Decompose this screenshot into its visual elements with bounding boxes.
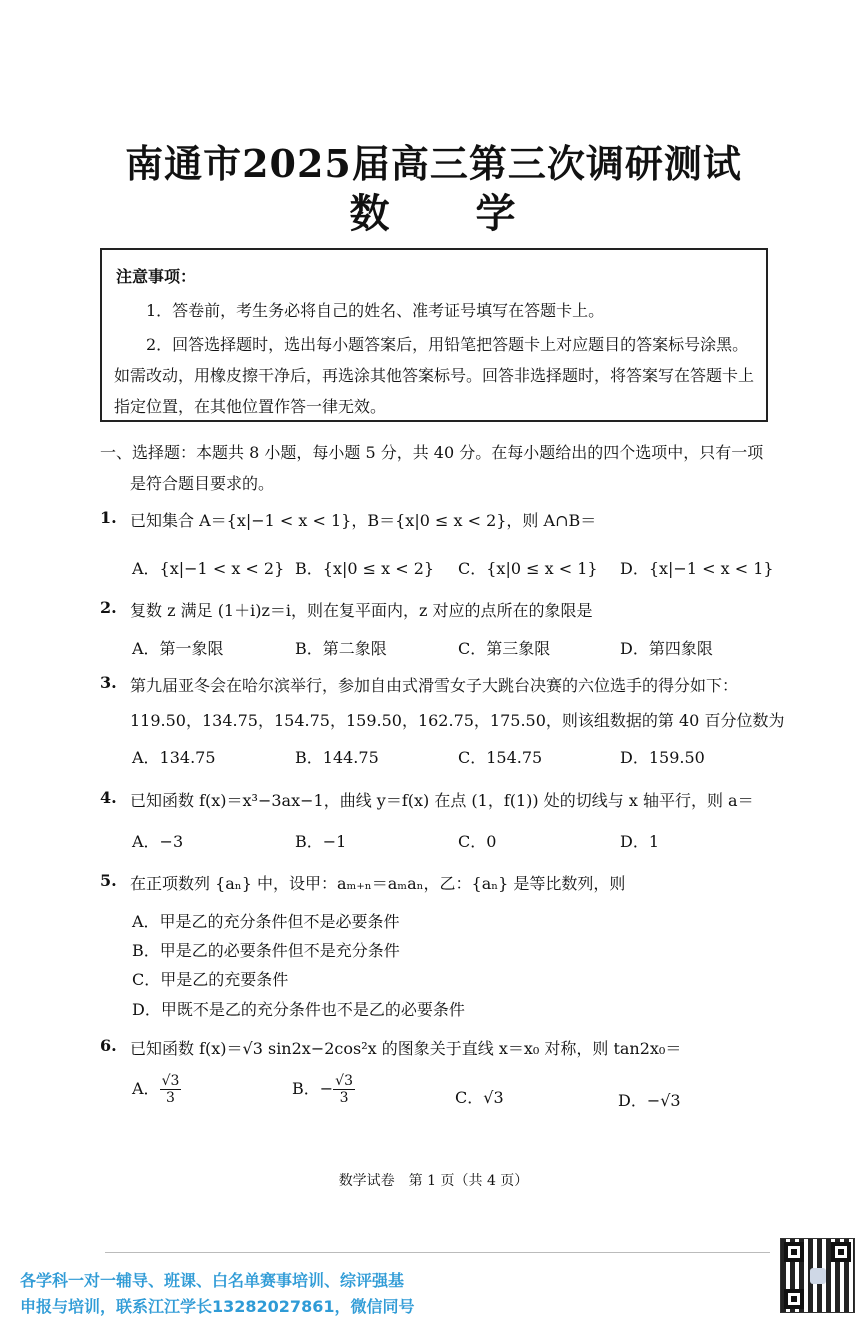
option-c: C．甲是乙的充要条件 xyxy=(132,970,289,989)
question-stem: 第九届亚冬会在哈尔滨举行，参加自由式滑雪女子大跳台决赛的六位选手的得分如下： xyxy=(130,676,739,695)
fraction-numerator: √3 xyxy=(335,1073,353,1089)
notice-line: 2．回答选择题时，选出每小题答案后，用铅笔把答题卡上对应题目的答案标号涂黑。 xyxy=(146,335,749,354)
option-a: A．甲是乙的充分条件但不是必要条件 xyxy=(132,912,400,931)
section-heading-cont: 是符合题目要求的。 xyxy=(130,474,275,493)
notice-line: 如需改动，用橡皮擦干净后，再选涂其他答案标号。回答非选择题时，将答案写在答题卡上 xyxy=(114,366,755,385)
option-d: D．159.50 xyxy=(620,748,705,767)
question-number: 5. xyxy=(100,871,117,890)
option-c: C．0 xyxy=(458,832,497,851)
option-a: A．−3 xyxy=(132,832,184,851)
ad-line: 申报与培训，联系江江学长13282027861，微信同号 xyxy=(20,1297,415,1316)
option-b: B．{x|0 ≤ x < 2} xyxy=(295,559,435,578)
option-b xyxy=(292,1074,355,1105)
notice-line: 指定位置，在其他位置作答一律无效。 xyxy=(114,397,387,416)
question-stem: 已知函数 f(x)＝x³−3ax−1，曲线 y＝f(x) 在点 (1，f(1)) 处的切线与 x 轴平行，则 a＝ xyxy=(130,791,754,810)
option-b: B．−1 xyxy=(295,832,347,851)
fraction xyxy=(333,1074,355,1105)
section-heading: 一、选择题：本题共 8 小题，每小题 5 分，共 40 分。在每小题给出的四个选项中，只有一项 xyxy=(100,443,764,462)
notice-box xyxy=(100,248,768,422)
subject-title: 数 学 xyxy=(349,190,518,237)
qr-code-icon xyxy=(780,1238,855,1313)
exam-title: 南通市2025届高三第三次调研测试 xyxy=(125,141,742,186)
question-number: 6. xyxy=(100,1036,117,1055)
fraction xyxy=(160,1074,182,1105)
option-c: C．154.75 xyxy=(458,748,543,767)
fraction-denominator: 3 xyxy=(339,1090,349,1106)
option-c: C．√3 xyxy=(455,1088,504,1107)
option-b: B．第二象限 xyxy=(295,639,387,658)
qr-center-logo xyxy=(810,1268,826,1284)
option-d: D．−√3 xyxy=(618,1091,681,1110)
option-a: A．134.75 xyxy=(132,748,216,767)
divider xyxy=(105,1252,770,1253)
question-stem: 复数 z 满足 (1＋i)z＝i，则在复平面内，z 对应的点所在的象限是 xyxy=(130,601,593,620)
option-b: B．甲是乙的必要条件但不是充分条件 xyxy=(132,941,400,960)
option-c: C．第三象限 xyxy=(458,639,551,658)
option-c: C．{x|0 ≤ x < 1} xyxy=(458,559,598,578)
qr-finder-pattern xyxy=(784,1289,804,1309)
option-b: B．144.75 xyxy=(295,748,379,767)
question-stem: 已知集合 A＝{x|−1 < x < 1}，B＝{x|0 ≤ x < 2}，则 A∩B＝ xyxy=(130,511,597,530)
option-a: A．{x|−1 < x < 2} xyxy=(132,559,285,578)
option-a-label: A． xyxy=(132,1079,160,1098)
option-d: D．{x|−1 < x < 1} xyxy=(620,559,774,578)
qr-finder-pattern xyxy=(784,1242,804,1262)
qr-finder-pattern xyxy=(831,1242,851,1262)
option-d: D．甲既不是乙的充分条件也不是乙的必要条件 xyxy=(132,1000,465,1019)
ad-line: 各学科一对一辅导、班课、白名单赛事培训、综评强基 xyxy=(20,1271,405,1290)
question-number: 2. xyxy=(100,598,117,617)
notice-heading: 注意事项： xyxy=(116,267,197,286)
option-d: D．第四象限 xyxy=(620,639,713,658)
question-stem: 在正项数列 {aₙ} 中，设甲：aₘ₊ₙ＝aₘaₙ，乙：{aₙ} 是等比数列，则 xyxy=(130,874,626,893)
question-stem-cont: 119.50，134.75，154.75，159.50，162.75，175.50，则该组数据的第 40 百分位数为 xyxy=(130,711,785,730)
option-b-label: B．− xyxy=(292,1079,334,1098)
option-a: A．第一象限 xyxy=(132,639,224,658)
option-a xyxy=(132,1074,181,1105)
page-footer: 数学试卷 第 1 页（共 4 页） xyxy=(338,1173,529,1189)
notice-line: 1．答卷前，考生务必将自己的姓名、准考证号填写在答题卡上。 xyxy=(146,301,605,320)
option-d: D．1 xyxy=(620,832,660,851)
question-number: 3. xyxy=(100,673,117,692)
fraction-denominator: 3 xyxy=(166,1090,175,1106)
question-stem: 已知函数 f(x)＝√3 sin2x−2cos²x 的图象关于直线 x＝x₀ 对称，则 tan2x₀＝ xyxy=(130,1039,682,1058)
question-number: 1. xyxy=(100,508,117,527)
fraction-numerator: √3 xyxy=(161,1073,180,1089)
question-number: 4. xyxy=(100,788,117,807)
